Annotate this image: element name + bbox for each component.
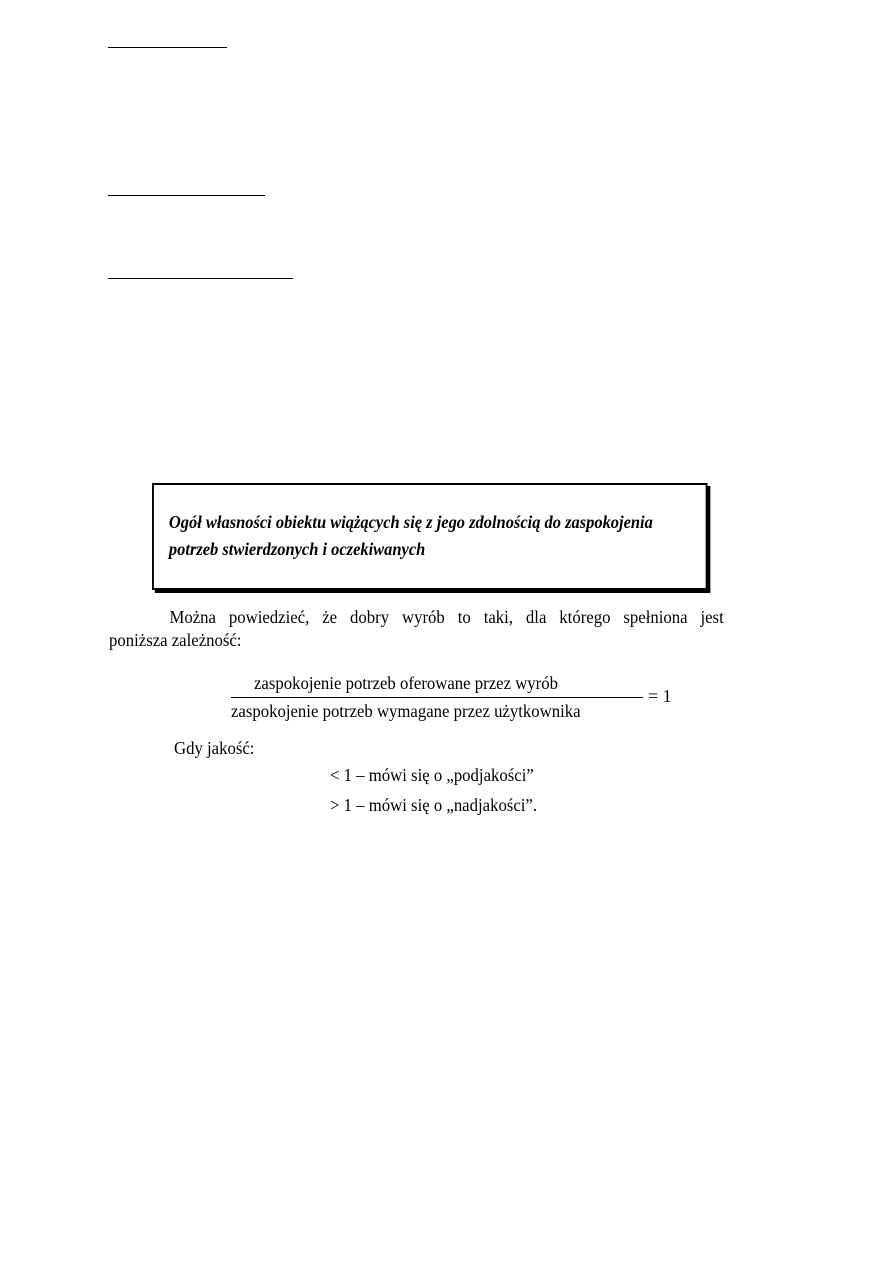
definition-line-1: Ogół własności obiektu wiążących się z jego zdolnością do zaspokojenia xyxy=(168,512,653,532)
condition-above-one: > 1 – mówi się o „nadjakości”. xyxy=(330,795,538,815)
definition-box xyxy=(152,483,708,590)
fraction-bar xyxy=(231,697,643,698)
blank-underline-1 xyxy=(108,47,227,48)
formula-numerator: zaspokojenie potrzeb oferowane przez wyrób xyxy=(254,673,558,693)
formula-equals-one: = 1 xyxy=(648,686,672,706)
quality-intro: Gdy jakość: xyxy=(174,738,255,758)
blank-underline-2 xyxy=(108,195,265,196)
blank-underline-3 xyxy=(108,278,293,279)
intro-paragraph xyxy=(109,606,724,652)
paragraph-line-1: Można powiedzieć, że dobry wyrób to taki, dla którego spełniona jest xyxy=(169,607,724,627)
condition-below-one: < 1 – mówi się o „podjakości” xyxy=(330,765,534,785)
formula-denominator: zaspokojenie potrzeb wymagane przez użytkownika xyxy=(231,701,581,721)
definition-line-2: potrzeb stwierdzonych i oczekiwanych xyxy=(168,539,426,559)
paragraph-line-2: poniższa zależność: xyxy=(109,630,242,650)
